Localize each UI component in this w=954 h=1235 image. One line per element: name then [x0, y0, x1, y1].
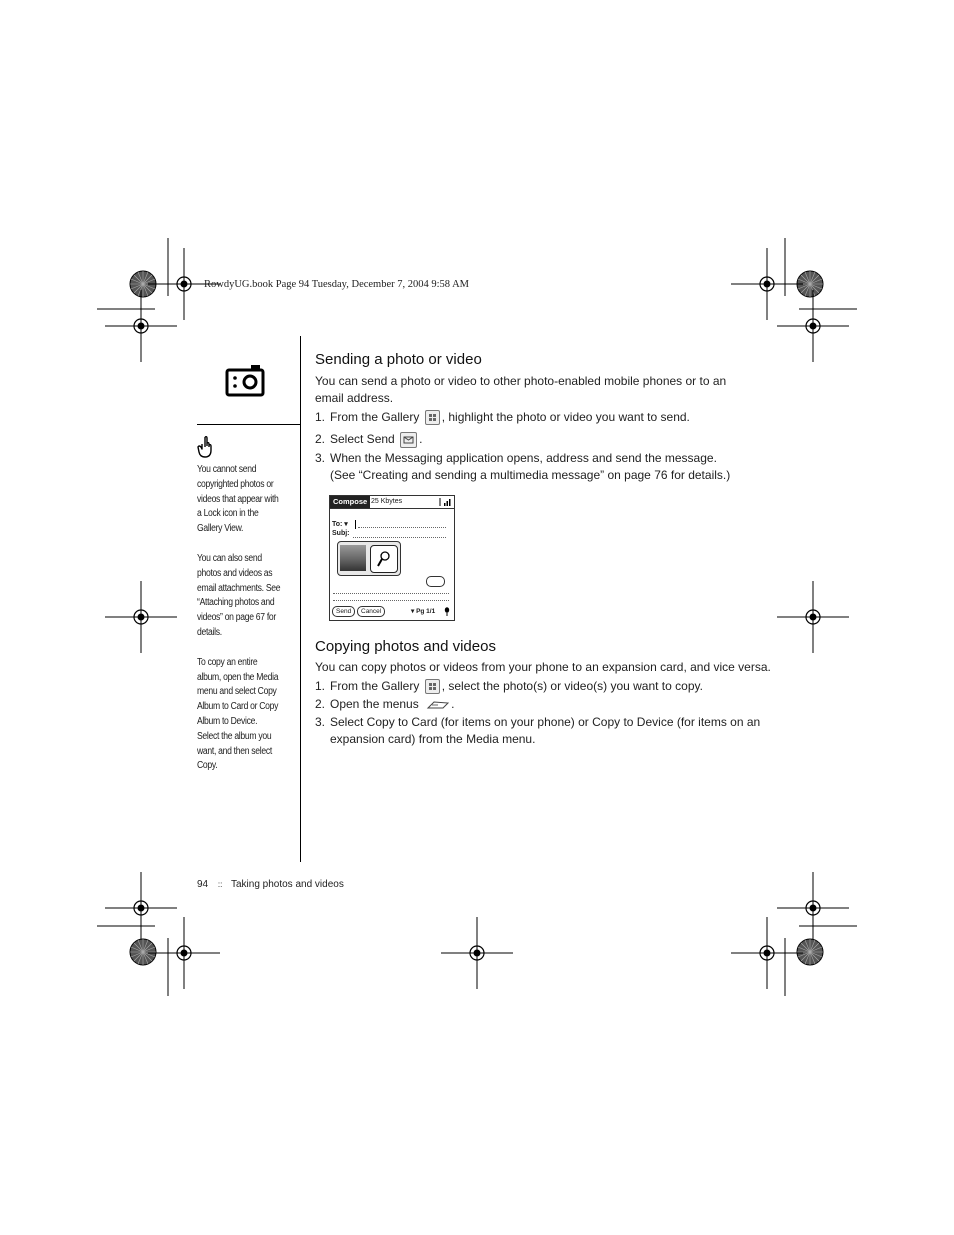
microphone-icon: [371, 546, 397, 572]
screenshot-tab: Compose: [330, 496, 370, 508]
top-left-marks: [97, 238, 220, 362]
page-indicator: ▾ Pg 1/1: [411, 608, 436, 615]
bottom-right-marks: [731, 872, 857, 996]
list-item: 2. Open the menus .: [315, 697, 455, 711]
screenshot-title-bar: [330, 496, 454, 509]
chapter-title: Taking photos and videos: [230, 879, 344, 890]
list-item: 2. Select Send .: [315, 432, 423, 446]
pointing-hand-icon: [197, 435, 215, 459]
audio-thumbnail: [370, 545, 398, 573]
sidebar-note-3: To copy an entire album, open the Media menu and select Copy Album to Card or Copy Album to Device. Select the album you want, and then select Copy.: [197, 656, 279, 772]
list-item: 3. When the Messaging application opens, address and send the message. (See “Creating and sending a multimedia message” on page 76 for details.): [315, 451, 731, 482]
body-line-1: [333, 593, 449, 594]
list-item: 1. From the Gallery , highlight the photo or video you want to send.: [315, 410, 690, 424]
attachment-button[interactable]: [426, 576, 445, 587]
body-line-2: [333, 600, 449, 601]
subj-label: Subj:: [332, 530, 350, 537]
section-intro-copying: You can copy photos or videos from your phone to an expansion card, and vice versa.: [315, 660, 771, 674]
section-heading-copying: Copying photos and videos: [315, 638, 496, 655]
gallery-icon: [425, 679, 440, 694]
section-heading-sending: Sending a photo or video: [315, 351, 482, 368]
to-field: [358, 527, 446, 528]
list-item: 1. From the Gallery , select the photo(s) or video(s) you want to copy.: [315, 679, 703, 693]
send-button[interactable]: Send: [332, 606, 355, 617]
top-right-marks: [731, 238, 857, 362]
menu-icon: [426, 699, 450, 711]
page-number: 94: [197, 879, 209, 890]
sidebar-divider: [197, 424, 301, 425]
column-divider: [300, 336, 301, 862]
photo-thumbnail: [340, 545, 366, 571]
camera-icon: [225, 364, 265, 398]
send-icon: [400, 432, 417, 448]
sidebar-notes: [197, 463, 281, 774]
microphone-small-icon: [444, 607, 450, 616]
section-intro-sending: You can send a photo or video to other photo-enabled mobile phones or to an email address.: [315, 374, 727, 405]
footer-separator: ::: [217, 880, 223, 889]
subj-field: [353, 537, 446, 538]
signal-icon: [438, 497, 452, 507]
attachment-box: [337, 541, 401, 576]
sidebar-note-2: You can also send photos and videos as email attachments. See “Attaching photos and videos” on page 67 for details.: [197, 552, 281, 638]
gallery-icon: [425, 410, 440, 425]
page-footer: [197, 879, 344, 890]
cursor: [355, 520, 356, 529]
sidebar-note-1: You cannot send copyrighted photos or videos that appear with a Lock icon in the Gallery View.: [197, 464, 279, 535]
to-label: To: ▾: [332, 521, 348, 528]
bottom-left-marks: [97, 872, 223, 996]
cancel-button[interactable]: Cancel: [357, 606, 385, 617]
compose-screenshot: [329, 495, 455, 621]
list-item: 3. Select Copy to Card (for items on your phone) or Copy to Device (for items on an expansion card) from the Media menu.: [315, 715, 761, 746]
bottom-center-marks: [441, 917, 513, 989]
running-head: RowdyUG.book Page 94 Tuesday, December 7, 2004 9:58 AM: [204, 279, 470, 290]
screenshot-size: 25 Kbytes: [371, 498, 403, 505]
